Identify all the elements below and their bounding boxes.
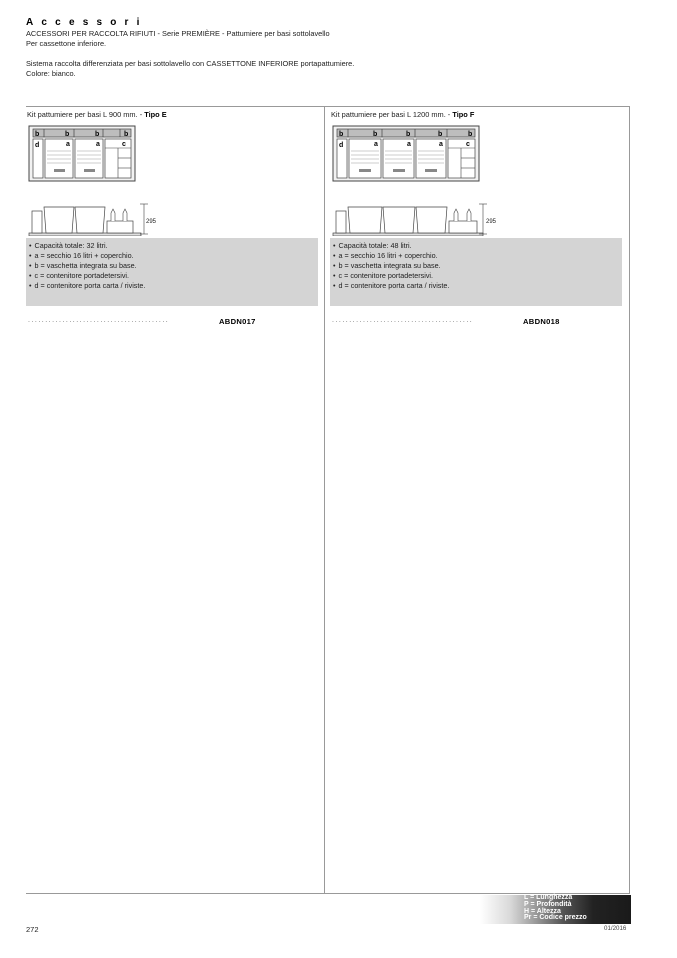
feature-item: • b = vaschetta integrata su base.	[333, 261, 619, 271]
page-number: 272	[26, 925, 39, 934]
plan-label-a: a	[374, 141, 378, 148]
product-card-tipo-e	[27, 110, 317, 326]
table-frame-right	[629, 106, 630, 894]
side-elevation-view	[333, 204, 497, 236]
side-elevation-view	[29, 204, 157, 236]
legend-item: Pr = Codice prezzo	[524, 914, 587, 922]
plan-label-a: a	[96, 141, 100, 148]
plan-label-c: c	[466, 141, 470, 148]
plan-label-b: b	[339, 131, 344, 138]
kit-drawing-tipo-e	[27, 121, 177, 236]
top-plan-view	[333, 126, 479, 181]
legend-item: L = Lunghezza	[524, 894, 573, 901]
color-note: Colore: bianco.	[26, 68, 76, 78]
column-divider	[324, 106, 325, 894]
product-card-tipo-f	[331, 110, 621, 326]
feature-item: • Capacità totale: 32 litri.	[29, 241, 315, 251]
legend-item: H = Altezza	[524, 907, 561, 915]
height-dimension-label: 295	[486, 219, 497, 225]
edition-date: 01/2016	[604, 925, 627, 932]
product-code-line	[332, 317, 622, 327]
kit-title-text: Kit pattumiere per basi L 900 mm. -	[27, 110, 145, 119]
system-description: Sistema raccolta differenziata per basi sottolavello con CASSETTONE INFERIORE portapattumiere.	[26, 58, 355, 68]
plan-label-b: b	[65, 131, 70, 138]
kit-type: Tipo F	[452, 110, 475, 119]
feature-item: • c = contenitore portadetersivi.	[333, 271, 619, 281]
section-title: Accessori	[26, 17, 148, 28]
plan-label-d: d	[35, 142, 40, 149]
kit-title	[331, 110, 621, 119]
plan-label-b: b	[406, 131, 411, 138]
plan-label-a: a	[439, 141, 443, 148]
kit-drawing-tipo-f	[331, 121, 501, 236]
kit-title	[27, 110, 317, 119]
plan-label-b: b	[95, 131, 100, 138]
legend-item: P = Profondità	[524, 900, 572, 908]
plan-label-a: a	[66, 141, 70, 148]
plan-label-b: b	[468, 131, 473, 138]
feature-item: • a = secchio 16 litri + coperchio.	[333, 251, 619, 261]
subtitle-line-2: Per cassettone inferiore.	[26, 38, 107, 48]
features-box	[26, 238, 318, 306]
features-box	[330, 238, 622, 306]
subtitle: ACCESSORI PER RACCOLTA RIFIUTI - Serie PREMIÈRE - Pattumiere per basi sottolavello	[26, 29, 330, 38]
feature-item: • d = contenitore porta carta / riviste.	[29, 281, 315, 291]
plan-label-b: b	[35, 131, 40, 138]
feature-item: • d = contenitore porta carta / riviste.	[333, 281, 619, 291]
product-code: ABDN017	[219, 317, 256, 326]
feature-item: • Capacità totale: 48 litri.	[333, 241, 619, 251]
feature-item: • c = contenitore portadetersivi.	[29, 271, 315, 281]
kit-type: Tipo E	[144, 110, 167, 119]
plan-label-b: b	[124, 131, 129, 138]
plan-label-b: b	[438, 131, 443, 138]
abbreviation-legend	[480, 895, 631, 924]
plan-label-b: b	[373, 131, 378, 138]
table-frame-top	[26, 106, 630, 107]
dot-leader: .........................................	[332, 317, 474, 324]
intro-text	[26, 29, 586, 79]
plan-label-d: d	[339, 142, 344, 149]
feature-item: • b = vaschetta integrata su base.	[29, 261, 315, 271]
kit-title-text: Kit pattumiere per basi L 1200 mm. -	[331, 110, 453, 119]
top-plan-view	[29, 126, 135, 181]
dot-leader: .........................................	[28, 317, 170, 324]
plan-label-a: a	[407, 141, 411, 148]
height-dimension-label: 295	[146, 219, 157, 225]
product-code: ABDN018	[523, 317, 560, 326]
plan-label-c: c	[122, 141, 126, 148]
feature-item: • a = secchio 16 litri + coperchio.	[29, 251, 315, 261]
product-code-line	[28, 317, 318, 327]
